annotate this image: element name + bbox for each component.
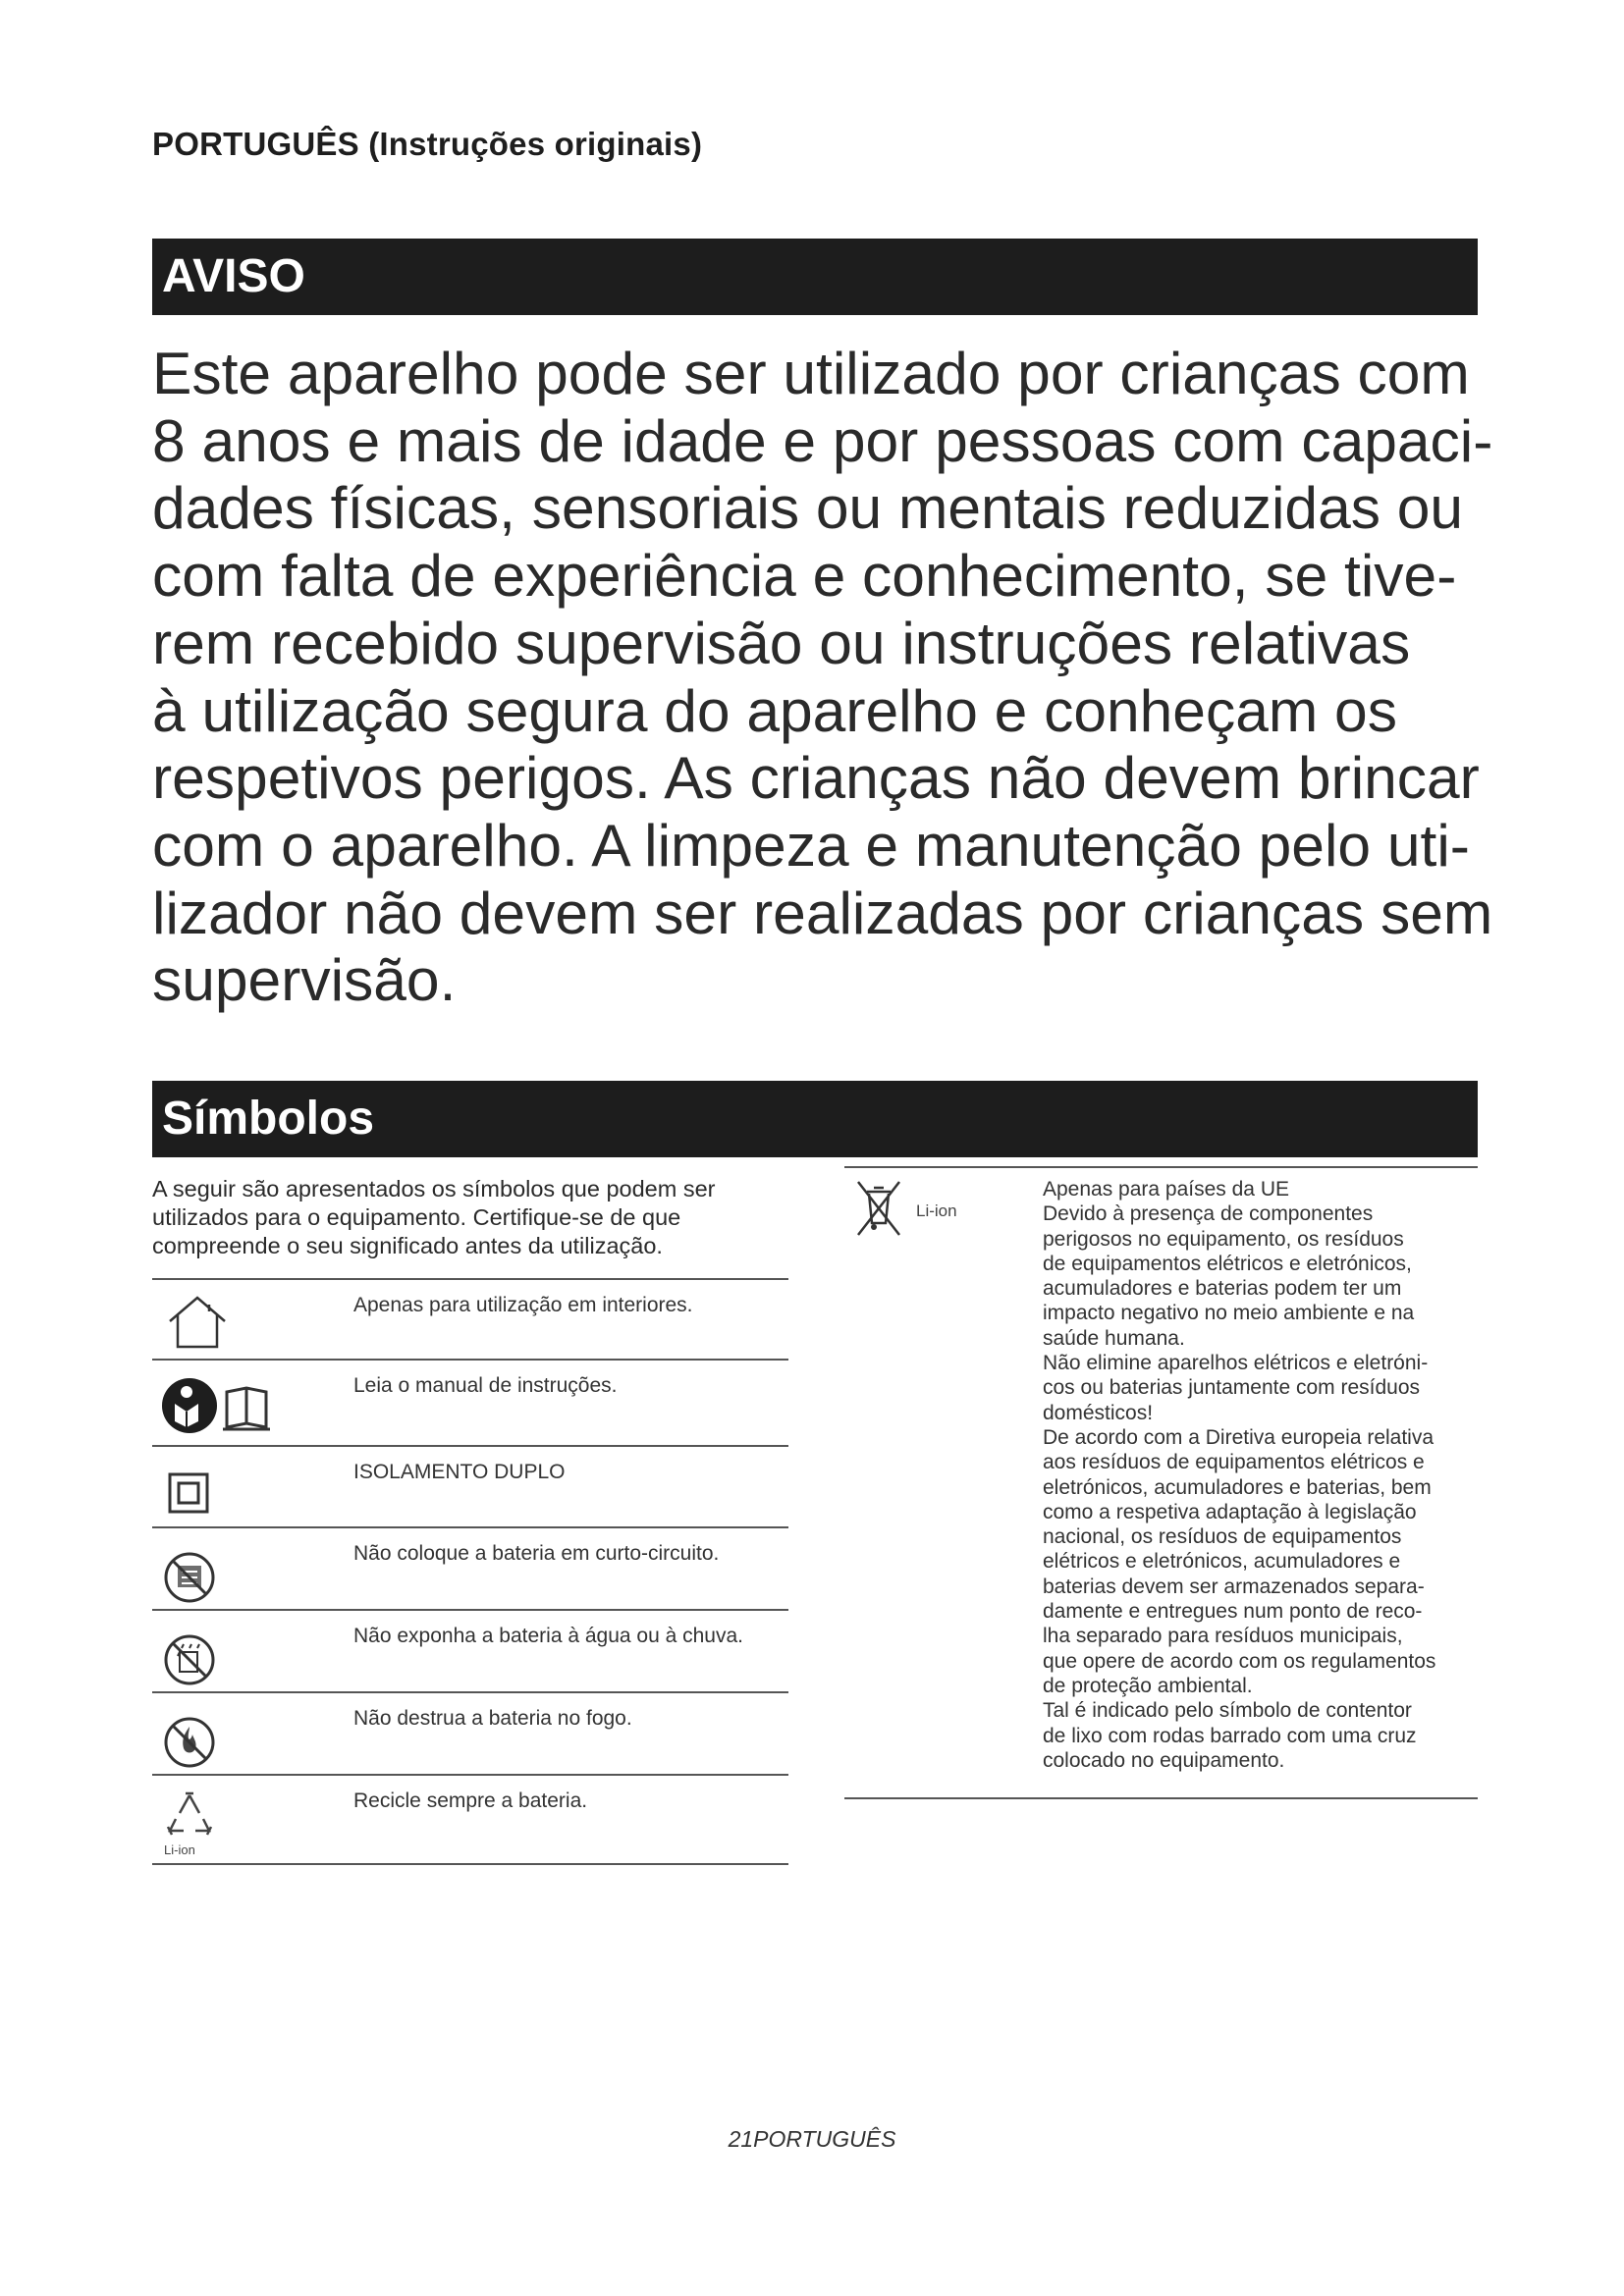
eu-text-line: baterias devem ser armazenados separa- bbox=[1043, 1575, 1425, 1598]
eu-text-line: Apenas para países da UE bbox=[1043, 1178, 1289, 1201]
symbols-intro bbox=[152, 1175, 800, 1260]
intro-line: compreende o seu significado antes da utilização. bbox=[152, 1233, 663, 1258]
eu-text-line: impacto negativo no meio ambiente e na bbox=[1043, 1302, 1415, 1325]
eu-text-line: lha separado para resíduos municipais, bbox=[1043, 1625, 1403, 1648]
eu-text-line: domésticos! bbox=[1043, 1401, 1154, 1424]
symbols-heading: Símbolos bbox=[152, 1081, 1478, 1157]
warning-line: com o aparelho. A limpeza e manutenção pelo uti- bbox=[152, 811, 1470, 879]
house-icon bbox=[160, 1292, 239, 1355]
warning-line: à utilização segura do aparelho e conheçam os bbox=[152, 676, 1397, 744]
warning-heading: AVISO bbox=[152, 239, 1478, 315]
eu-disposal-text bbox=[1043, 1177, 1475, 1773]
symbol-description: Não destrua a bateria no fogo. bbox=[353, 1707, 632, 1730]
symbol-row bbox=[152, 1278, 788, 1359]
symbol-description: Recicle sempre a bateria. bbox=[353, 1789, 588, 1812]
eu-text-line: como a respetiva adaptação à legislação bbox=[1043, 1500, 1417, 1523]
no-fire-icon bbox=[160, 1705, 239, 1768]
warning-line: supervisão. bbox=[152, 946, 457, 1014]
symbol-row bbox=[152, 1774, 788, 1865]
eu-text-line: acumuladores e baterias podem ter um bbox=[1043, 1277, 1402, 1301]
eu-text-line: De acordo com a Diretiva europeia relativa bbox=[1043, 1425, 1435, 1449]
double-insulation-icon bbox=[160, 1459, 239, 1522]
eu-text-line: eletrónicos, acumuladores e baterias, bem bbox=[1043, 1475, 1432, 1499]
eu-icon-label: Li-ion bbox=[916, 1201, 957, 1220]
no-water-icon bbox=[160, 1623, 239, 1685]
eu-text-line: nacional, os resíduos de equipamentos bbox=[1043, 1525, 1402, 1549]
eu-text-line: de equipamentos elétricos e eletrónicos, bbox=[1043, 1252, 1412, 1275]
eu-text-line: Tal é indicado pelo símbolo de contentor bbox=[1043, 1699, 1412, 1723]
warning-text bbox=[152, 340, 1493, 1014]
warning-line: dades físicas, sensoriais ou mentais reduzidas ou bbox=[152, 474, 1464, 542]
eu-text-line: de proteção ambiental. bbox=[1043, 1674, 1253, 1697]
warning-line: lizador não devem ser realizadas por crianças sem bbox=[152, 879, 1493, 946]
symbol-description: ISOLAMENTO DUPLO bbox=[353, 1461, 566, 1483]
symbol-row bbox=[152, 1445, 788, 1526]
warning-line: 8 anos e mais de idade e por pessoas com capaci- bbox=[152, 406, 1493, 474]
read-manual-icon bbox=[160, 1372, 298, 1435]
warning-line: Este aparelho pode ser utilizado por crianças com bbox=[152, 340, 1470, 406]
eu-text-line: de lixo com rodas barrado com uma cruz bbox=[1043, 1724, 1417, 1747]
eu-text-line: Não elimine aparelhos elétricos e eletróni- bbox=[1043, 1352, 1429, 1375]
eu-text-line: damente e entregues num ponto de reco- bbox=[1043, 1600, 1423, 1624]
recycle-icon bbox=[160, 1788, 239, 1866]
eu-text-line: saúde humana. bbox=[1043, 1326, 1185, 1350]
warning-line: com falta de experiência e conhecimento, se tive- bbox=[152, 542, 1457, 610]
recycle-icon-label: Li-ion bbox=[164, 1842, 195, 1857]
eu-text-line: aos resíduos de equipamentos elétricos e bbox=[1043, 1451, 1425, 1474]
eu-text-line: cos ou baterias juntamente com resíduos bbox=[1043, 1376, 1421, 1400]
no-short-circuit-icon bbox=[160, 1540, 239, 1603]
eu-disposal-block bbox=[844, 1166, 1478, 1799]
symbols-table bbox=[152, 1278, 788, 1865]
symbol-description: Não exponha a bateria à água ou à chuva. bbox=[353, 1625, 743, 1647]
symbol-description: Não coloque a bateria em curto-circuito. bbox=[353, 1542, 720, 1565]
intro-line: A seguir são apresentados os símbolos que podem ser bbox=[152, 1176, 716, 1201]
crossed-bin-icon bbox=[854, 1178, 903, 1247]
eu-text-line: elétricos e eletrónicos, acumuladores e bbox=[1043, 1550, 1401, 1574]
eu-text-line: que opere de acordo com os regulamentos bbox=[1043, 1649, 1436, 1673]
symbol-description: Leia o manual de instruções. bbox=[353, 1374, 618, 1397]
eu-text-line: Devido à presença de componentes bbox=[1043, 1202, 1374, 1226]
page-footer: 21PORTUGUÊS bbox=[728, 2126, 896, 2152]
eu-text-line: colocado no equipamento. bbox=[1043, 1748, 1285, 1772]
intro-line: utilizados para o equipamento. Certifique-se de que bbox=[152, 1204, 681, 1230]
eu-text-line: perigosos no equipamento, os resíduos bbox=[1043, 1227, 1404, 1251]
warning-line: respetivos perigos. As crianças não devem brincar bbox=[152, 744, 1480, 812]
symbol-row bbox=[152, 1526, 788, 1609]
language-header: PORTUGUÊS (Instruções originais) bbox=[152, 126, 703, 162]
warning-line: rem recebido supervisão ou instruções relativas bbox=[152, 609, 1411, 676]
symbol-row bbox=[152, 1359, 788, 1445]
symbol-description: Apenas para utilização em interiores. bbox=[353, 1294, 693, 1316]
symbol-row bbox=[152, 1691, 788, 1774]
symbol-row bbox=[152, 1609, 788, 1691]
